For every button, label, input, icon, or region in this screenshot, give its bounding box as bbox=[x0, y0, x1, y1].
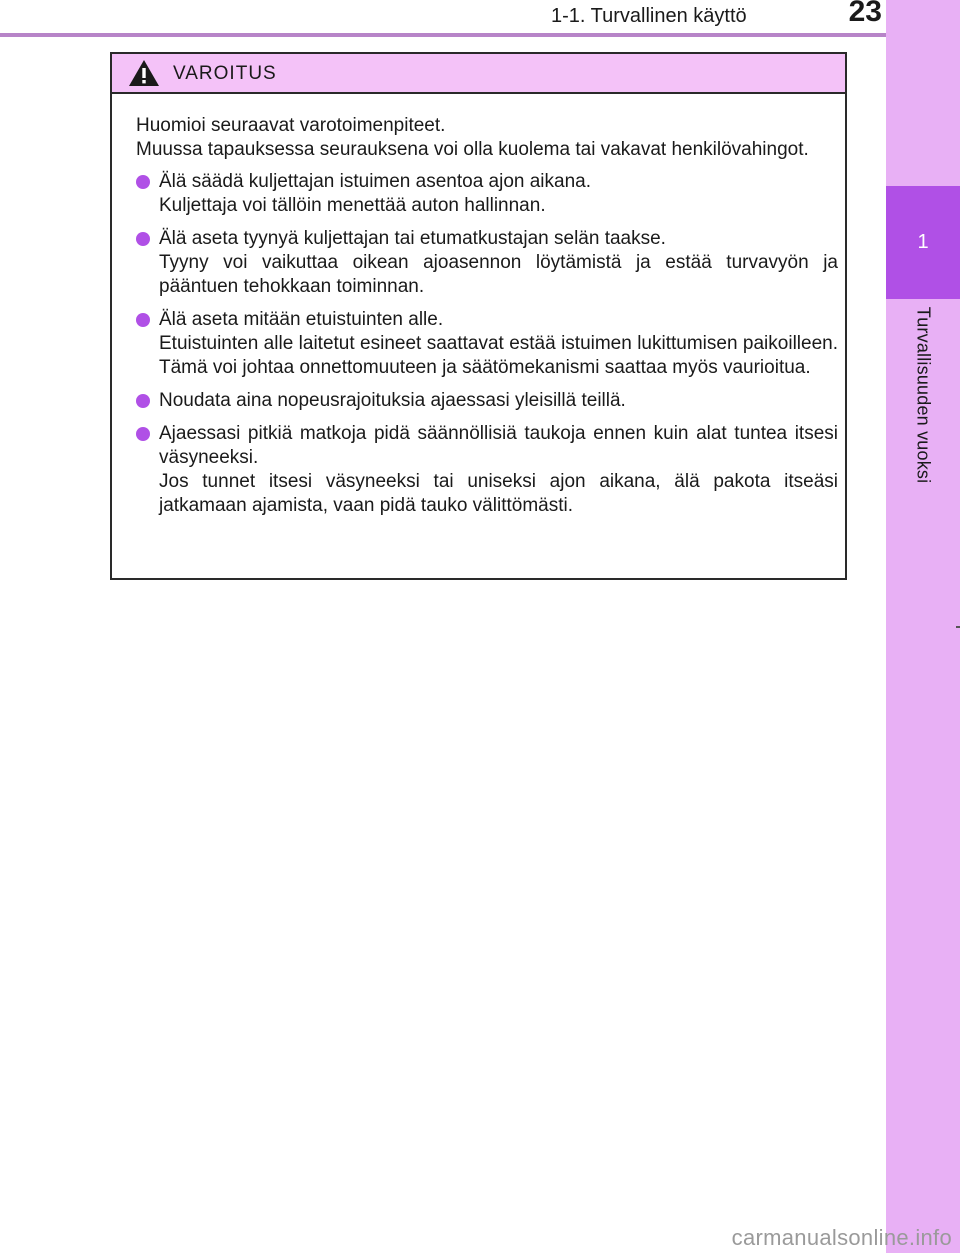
warning-triangle-icon bbox=[128, 59, 160, 92]
warning-bullet bbox=[136, 422, 838, 518]
bullet-dot-icon bbox=[136, 313, 150, 327]
warning-header bbox=[112, 54, 845, 94]
warning-body bbox=[136, 114, 838, 527]
warning-title: VAROITUS bbox=[173, 63, 277, 84]
watermark-link[interactable]: carmanualsonline.info bbox=[731, 1225, 952, 1250]
bullet-detail: Kuljettaja voi tällöin menettää auton hallinnan. bbox=[159, 195, 546, 216]
bullet-dot-icon bbox=[136, 427, 150, 441]
warning-bullet-list bbox=[136, 170, 838, 518]
page-number: 23 bbox=[848, 0, 882, 28]
warning-intro bbox=[136, 114, 838, 162]
warning-bullet bbox=[136, 227, 838, 299]
bullet-dot-icon bbox=[136, 175, 150, 189]
section-title: 1-1. Turvallinen käyttö bbox=[551, 5, 747, 27]
side-tick-mark bbox=[956, 626, 960, 628]
bullet-heading: Noudata aina nopeusrajoituksia ajaessasi yleisillä teillä. bbox=[159, 390, 626, 411]
bullet-heading: Älä aseta mitään etuistuinten alle. bbox=[159, 309, 444, 330]
bullet-detail: Etuistuinten alle laitetut esineet saattavat estää istuimen lukittumisen paikoilleen. Tämä voi johtaa onnettomuuteen ja säätömekanismi saattaa myös vaurioitua. bbox=[159, 333, 838, 378]
bullet-heading: Ajaessasi pitkiä matkoja pidä säännöllisiä taukoja ennen kuin alat tuntea itsesi väsyneeksi. bbox=[159, 423, 838, 468]
warning-bullet bbox=[136, 170, 838, 218]
warning-bullet bbox=[136, 308, 838, 380]
bullet-detail: Tyyny voi vaikuttaa oikean ajoasennon löytämistä ja estää turvavyön ja pääntuen tehokkaan toiminnan. bbox=[159, 252, 838, 297]
chapter-title: Turvallisuuden vuoksi bbox=[913, 306, 934, 484]
bullet-dot-icon bbox=[136, 394, 150, 408]
warning-box bbox=[110, 52, 847, 580]
bullet-dot-icon bbox=[136, 232, 150, 246]
warning-bullet bbox=[136, 389, 838, 413]
bullet-detail: Jos tunnet itsesi väsyneeksi tai uniseksi ajon aikana, älä pakota itseäsi jatkamaan ajamista, vaan pidä tauko välittömästi. bbox=[159, 471, 838, 516]
bullet-heading: Älä säädä kuljettajan istuimen asentoa ajon aikana. bbox=[159, 171, 592, 192]
chapter-number: 1 bbox=[917, 231, 929, 253]
warning-intro-line: Huomioi seuraavat varotoimenpiteet. bbox=[136, 115, 446, 136]
header-rule bbox=[0, 33, 886, 37]
warning-intro-line: Muussa tapauksessa seurauksena voi olla kuolema tai vakavat henkilövahingot. bbox=[136, 139, 809, 160]
bullet-heading: Älä aseta tyynyä kuljettajan tai etumatkustajan selän taakse. bbox=[159, 228, 666, 249]
